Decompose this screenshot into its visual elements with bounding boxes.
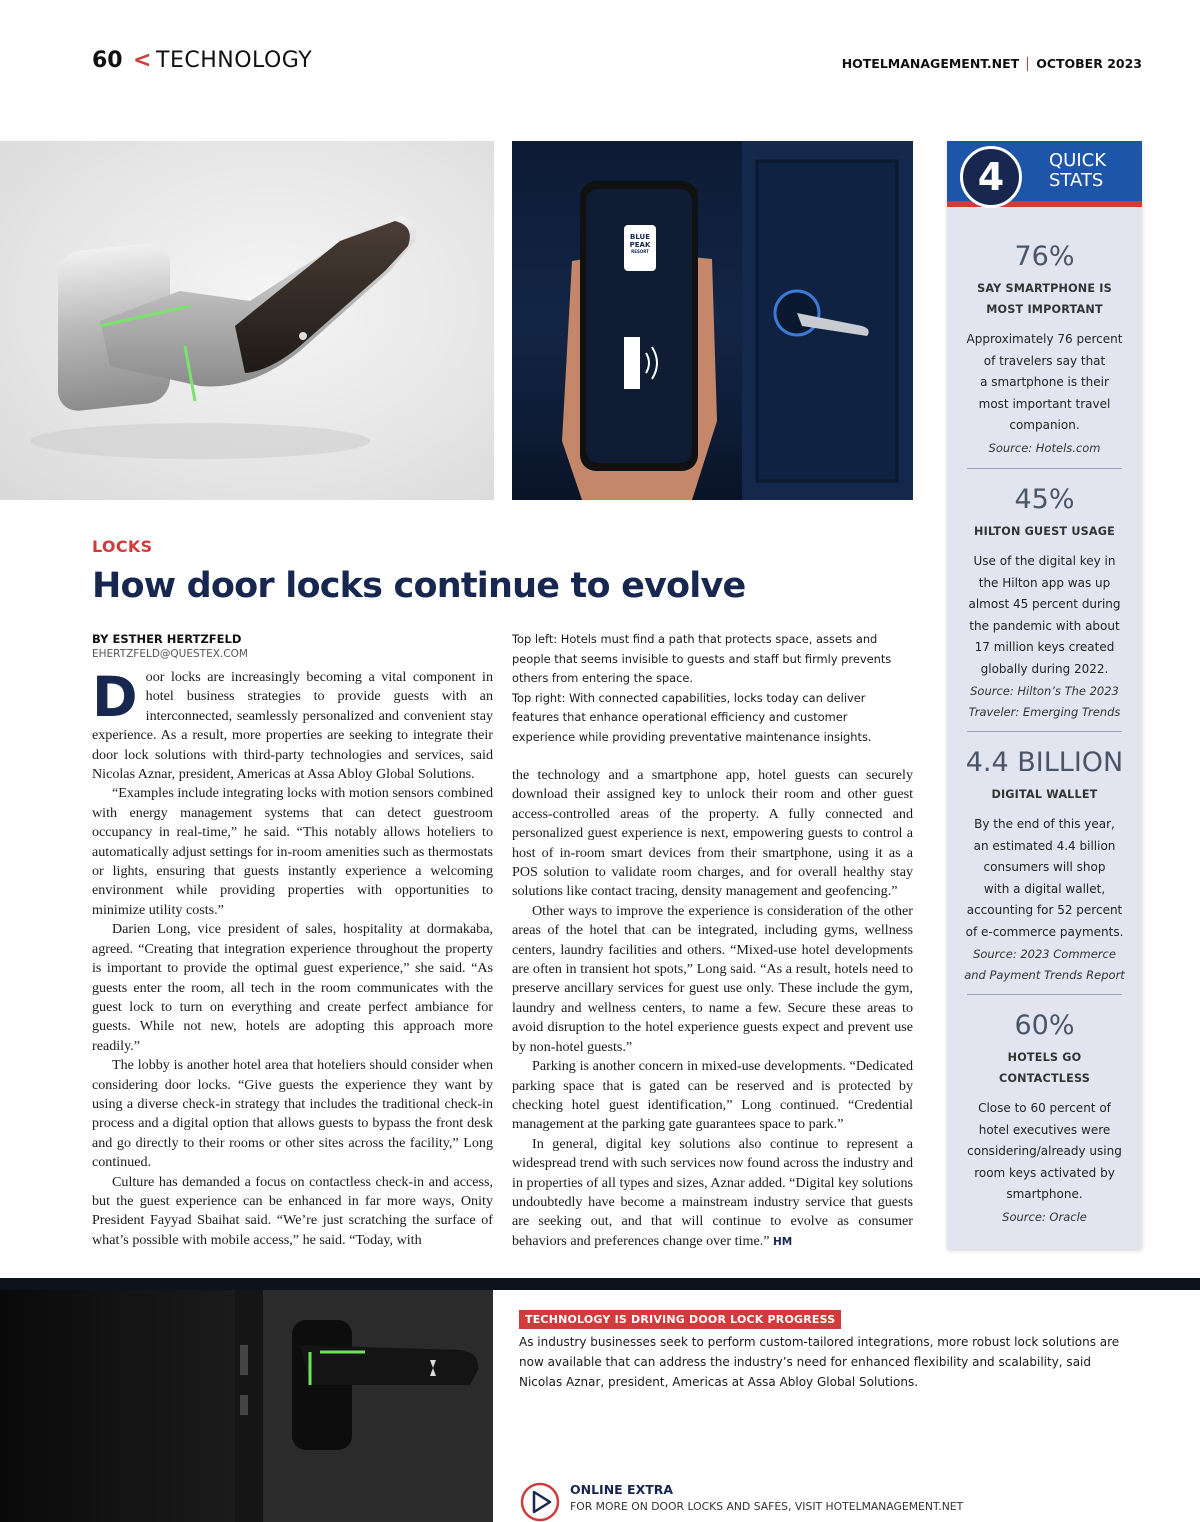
logo-line-3: RESORT bbox=[631, 249, 649, 254]
stat-divider bbox=[967, 994, 1122, 995]
article-headline: How door locks continue to evolve bbox=[92, 566, 746, 606]
chevron-left-icon: < bbox=[133, 48, 152, 73]
stat-block bbox=[947, 484, 1142, 722]
stat-label: DIGITAL WALLET bbox=[991, 788, 1098, 801]
smartphone-door-illustration bbox=[512, 141, 913, 500]
paragraph-2: “Examples include integrating locks with motion sensors combined with energy management systems that can detect guestroom occupancy in real-time,” he said. “This notably allows hoteliers to automatically adjust settings for in-room amenities such as thermostats or lights, ensuring that guests instantly experience a welcoming environment while providing properties with opportunities to minimize utility costs.” bbox=[92, 785, 493, 918]
smartphone-door-photo bbox=[512, 141, 913, 500]
stat-label: HILTON GUEST USAGE bbox=[974, 525, 1115, 538]
bottom-divider-bar bbox=[0, 1278, 1200, 1290]
article-column-1 bbox=[92, 665, 493, 1250]
stat-number: 4.4 BILLION bbox=[965, 747, 1124, 778]
paragraph-3: Darien Long, vice president of sales, hospitality at dormakaba, agreed. “Creating that integration experience throughout the property is important to provide the optimal guest experience,” she said. “As guests enter the room, all tech in the room communicates with the guest lock to turn on everything and create perfect ambiance for guests. While not new, hotels are adopting this approach more readily.” bbox=[92, 921, 493, 1054]
stat-block bbox=[947, 1010, 1142, 1227]
author-email[interactable]: EHERTZFELD@QUESTEX.COM bbox=[92, 648, 248, 660]
paragraph-7: Other ways to improve the experience is consideration of the other areas of the hotel that can be integrated, including gyms, wellness centers, laundry facilities and others. “Mixed-use hotel developments are often in transient hot spots,” Long said. “As a result, hotels need to preserve ancillary services for guest use only. These include the gym, laundry and wellness centers, to name a few. Secure these areas to avoid disruption to the hotel experience guests expect and prevent use by non-hotel guests.” bbox=[512, 902, 913, 1055]
play-icon[interactable] bbox=[519, 1481, 561, 1522]
header-meta bbox=[842, 56, 1142, 71]
paragraph-1 bbox=[92, 665, 493, 784]
issue-date: OCTOBER 2023 bbox=[1036, 56, 1142, 71]
drop-cap: D bbox=[92, 665, 138, 729]
quick-stats-title-line-1: QUICK bbox=[1049, 150, 1107, 171]
article-byline: BY ESTHER HERTZFELD bbox=[92, 632, 242, 646]
header-divider bbox=[1027, 57, 1028, 71]
stat-label: SAY SMARTPHONE IS MOST IMPORTANT bbox=[977, 282, 1112, 316]
caption-top-right: Top right: With connected capabilities, locks today can deliver features that enhance operational efficiency and customer experience while providing preventative maintenance insights. bbox=[512, 690, 872, 744]
site-name: HOTELMANAGEMENT.NET bbox=[841, 56, 1020, 71]
stat-label: HOTELS GO CONTACTLESS bbox=[999, 1051, 1090, 1085]
black-lock-illustration bbox=[0, 1290, 493, 1522]
caption-top-left: Top left: Hotels must find a path that protects space, assets and people that seems invisible to guests and staff but firmly prevents others from entering the space. bbox=[512, 632, 892, 686]
paragraph-8: Parking is another concern in mixed-use developments. “Dedicated parking space that is gated can be reserved and is protected by checking hotel guest identification,” Long continued. “Credential management at the parking gate guarantees space to park.” bbox=[512, 1058, 913, 1133]
bottom-blurb: As industry businesses seek to perform custom-tailored integrations, more robust lock solutions are now available that can address the industry’s need for enhanced flexibility and scalability, said Nicolas Aznar, president, Americas at Assa Abloy Global Solutions. bbox=[519, 1335, 1120, 1389]
stat-source: Source: Oracle bbox=[1002, 1209, 1087, 1224]
logo-line-2: PEAK bbox=[629, 241, 651, 249]
stat-description: Approximately 76 percent of travelers say that a smartphone is their most important travel companion. bbox=[966, 332, 1123, 432]
stat-source: Source: 2023 Commerce and Payment Trends Report bbox=[964, 947, 1125, 982]
quick-stats-title-line-2: STATS bbox=[1049, 170, 1104, 191]
paragraph-6: the technology and a smartphone app, hotel guests can securely download their assigned key to unlock their room and other guest access-controlled areas of the property. A fully connected and personalized guest experience is next, empowering guests to control a host of in-room smart devices from their smartphone, using it as a POS solution to validate room charges, and for overall healthy stay solutions like contact tracing, density management and geofencing.” bbox=[512, 767, 913, 900]
lever-handle-illustration bbox=[0, 141, 494, 500]
paragraph-9-text: In general, digital key solutions also continue to represent a widespread trend with such services now found across the industry and in properties of all types and sizes, Aznar added. “Digital key solutions undoubtedly have become a mainstream industry service that guests are seeking out, and that will continue to evolve as consumer behaviors and preferences change over time.” bbox=[512, 1135, 913, 1249]
stat-description: Close to 60 percent of hotel executives were considering/already using room keys activated by smartphone. bbox=[967, 1101, 1122, 1201]
quick-stats-sidebar bbox=[947, 141, 1142, 1249]
logo-line-1: BLUE bbox=[629, 233, 650, 241]
resort-logo bbox=[627, 233, 653, 255]
stat-source: Source: Hotels.com bbox=[988, 440, 1101, 455]
stat-description: Use of the digital key in the Hilton app was up almost 45 percent during the pandemic with about 17 million keys created globally during 2022. bbox=[968, 554, 1121, 676]
stat-block bbox=[947, 241, 1142, 458]
quick-stats-title bbox=[1049, 151, 1106, 191]
end-mark: HM bbox=[773, 1235, 793, 1248]
sidebar-tag: TECHNOLOGY IS DRIVING DOOR LOCK PROGRESS bbox=[519, 1310, 841, 1329]
paragraph-9 bbox=[512, 1135, 913, 1252]
stat-block bbox=[947, 747, 1142, 985]
page-number: 60 bbox=[92, 48, 123, 73]
stat-number: 60% bbox=[1014, 1010, 1075, 1041]
section-title: TECHNOLOGY bbox=[156, 48, 313, 73]
paragraph-1-text: oor locks are increasingly becoming a vital component in hotel business strategies to provide guests with an interconnected, seamlessly personalized and convenient stay experience. As a result, more properties are seeking to integrate their door lock solutions with third-party technologies and services, said Nicolas Aznar, president, Americas at Assa Abloy Global Solutions. bbox=[92, 669, 493, 783]
stat-divider bbox=[967, 468, 1122, 469]
online-extra-title[interactable]: ONLINE EXTRA bbox=[570, 1482, 674, 1497]
photo-captions bbox=[512, 630, 912, 748]
paragraph-4: The lobby is another hotel area that hoteliers should consider when considering door locks. “Give guests the experience they want by using a diverse check-in strategy that includes the traditional check-in process and a digital option that allows guests to bypass the front desk and go directly to their rooms or other sites across the facility,” Long continued. bbox=[92, 1057, 493, 1171]
stat-divider bbox=[967, 731, 1122, 732]
paragraph-5: Culture has demanded a focus on contactless check-in and access, but the guest experience can be enhanced in far more ways, Onity President Fayyad Sbaihat said. “We’re just scratching the surface of what’s possible with mobile access,” he said. “Today, with bbox=[92, 1173, 493, 1248]
stat-number: 45% bbox=[1014, 484, 1075, 515]
online-extra-link[interactable]: FOR MORE ON DOOR LOCKS AND SAFES, VISIT HOTELMANAGEMENT.NET bbox=[570, 1500, 964, 1513]
article-column-2 bbox=[512, 766, 913, 1252]
black-lock-photo bbox=[0, 1290, 493, 1522]
stat-description: By the end of this year, an estimated 4.4 billion consumers will shop with a digital wallet, accounting for 52 percent of e-commerce payments. bbox=[965, 817, 1124, 939]
stat-source: Source: Hilton’s The 2023 Traveler: Emerging Trends bbox=[968, 684, 1121, 719]
quick-stats-badge: 4 bbox=[960, 146, 1022, 208]
lever-handle-photo bbox=[0, 141, 494, 500]
article-kicker: LOCKS bbox=[92, 537, 153, 556]
stat-number: 76% bbox=[1014, 241, 1075, 272]
